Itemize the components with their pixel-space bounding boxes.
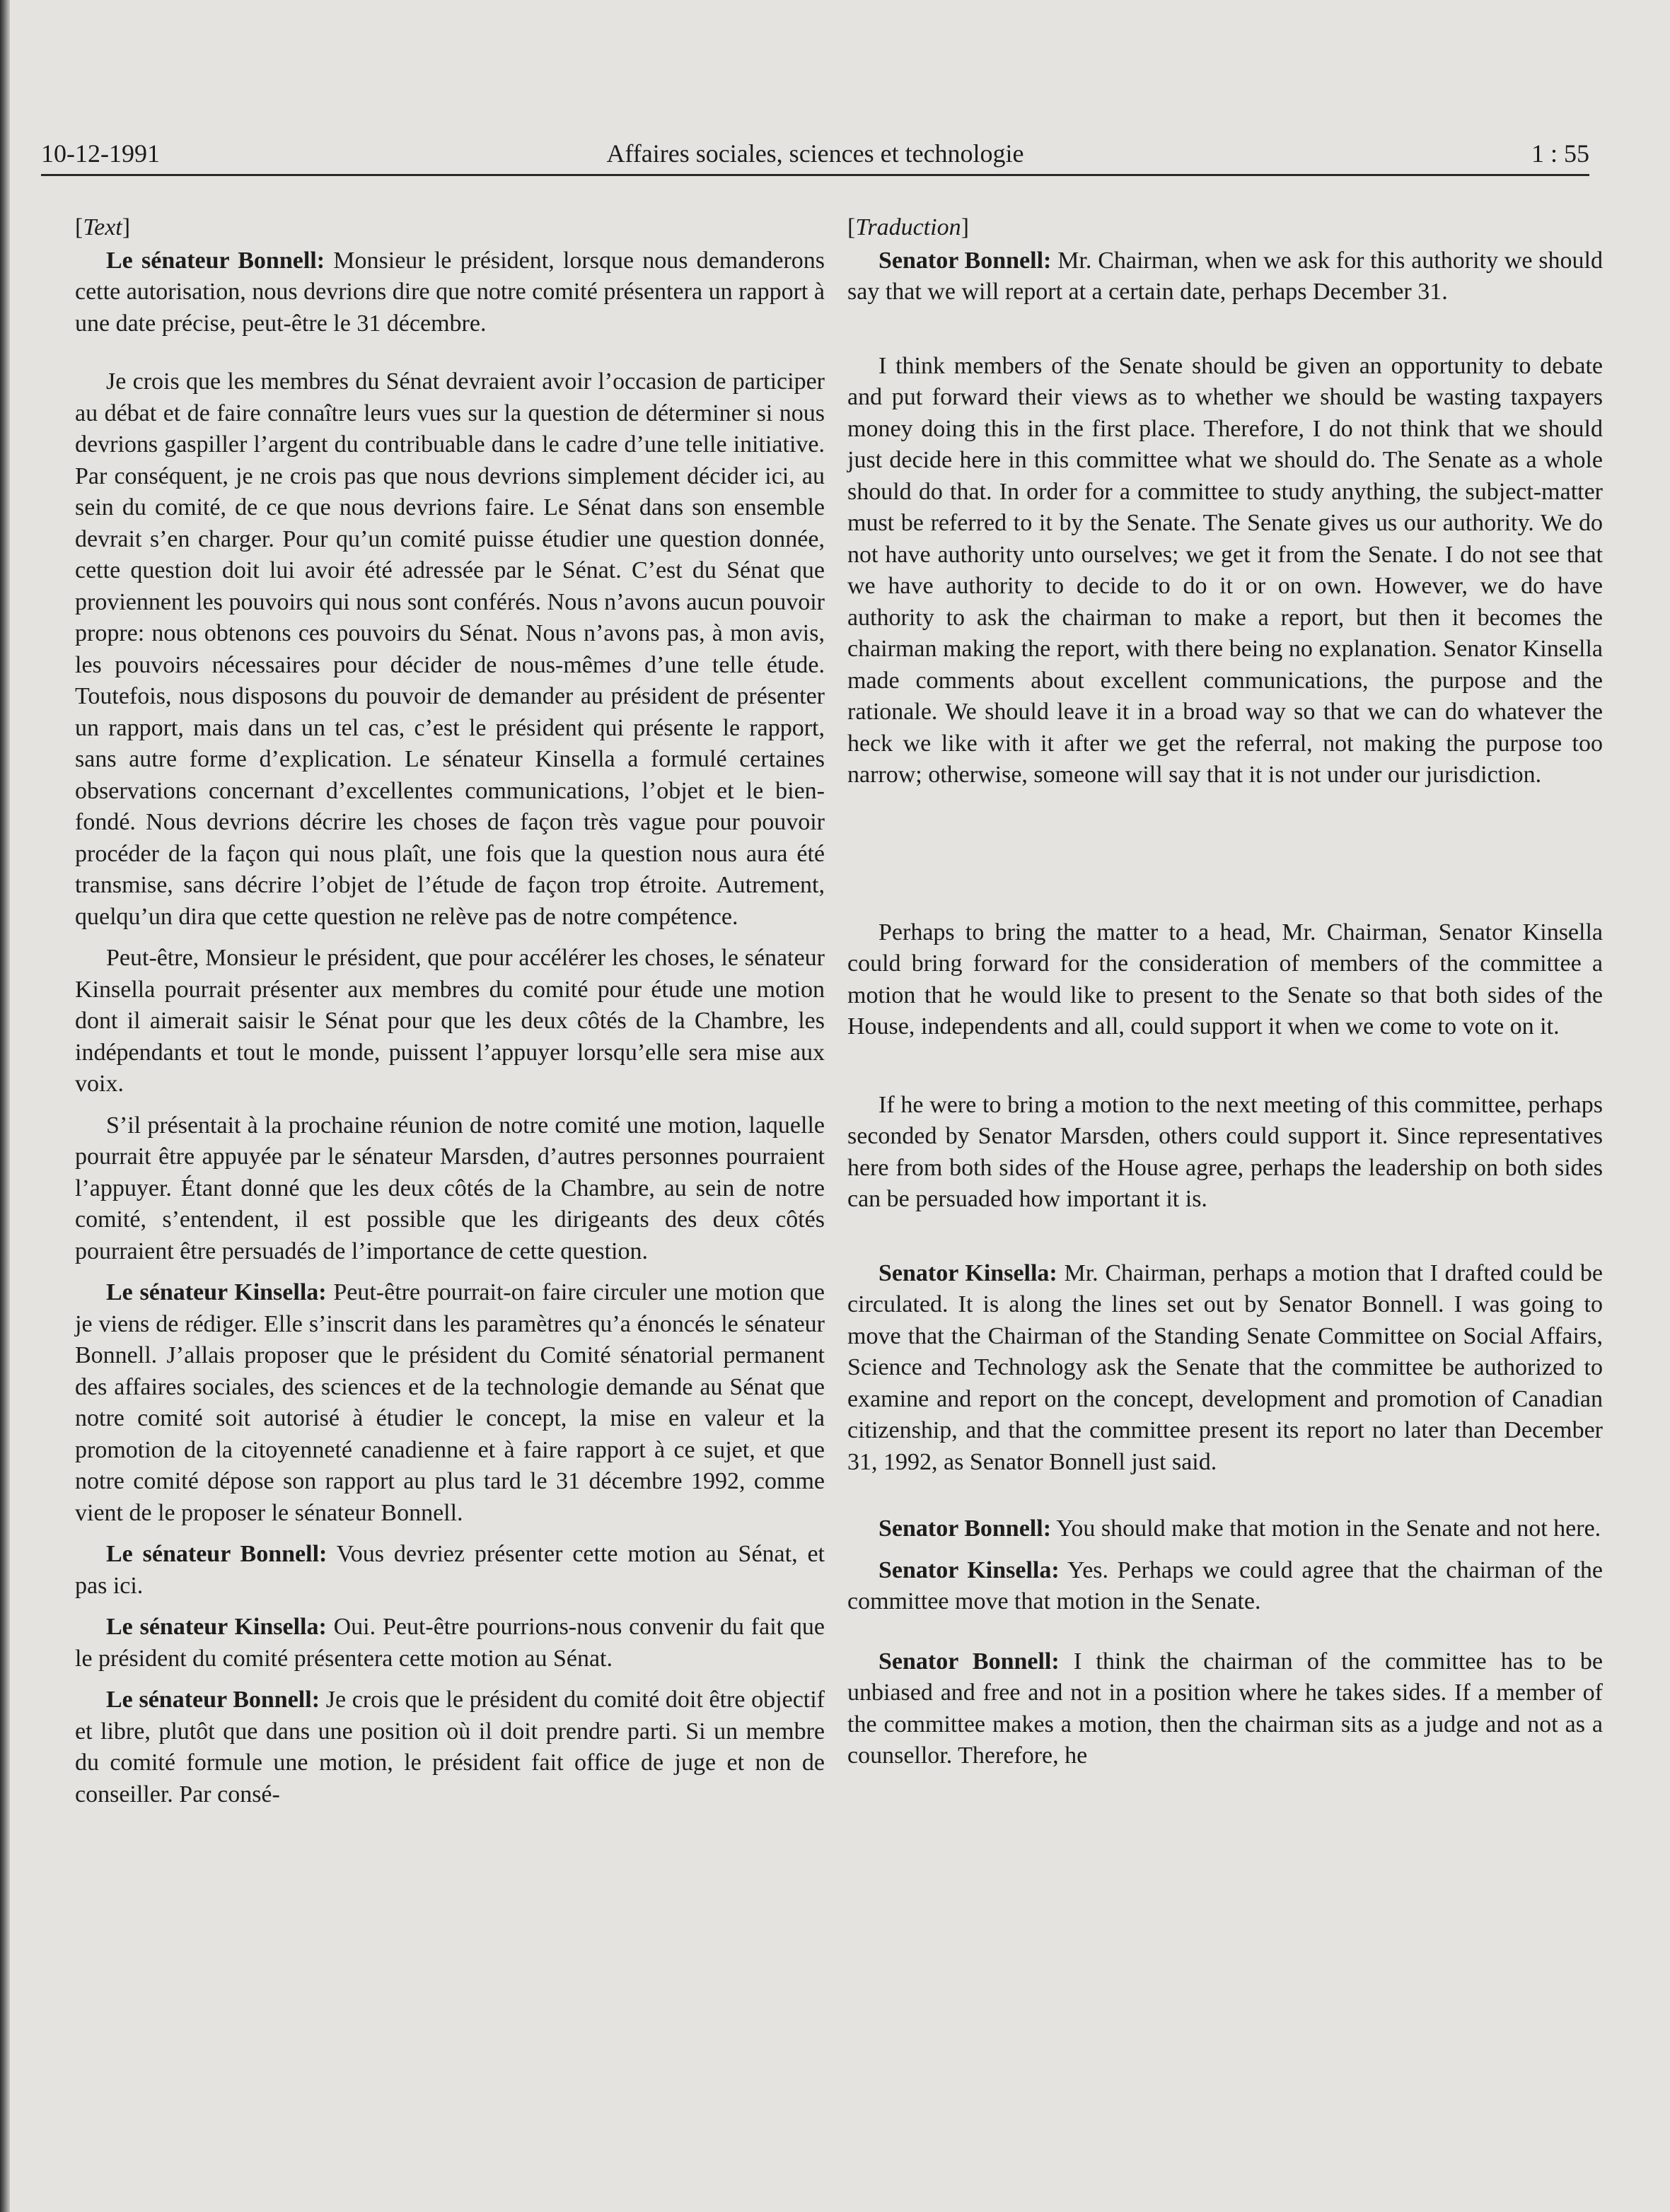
paragraph-text: If he were to bring a motion to the next meeting of this committee, perhaps seconded by Senator Marsden, others could support it. Since representatives here from both sides of the House agree, perhaps the leadership on both sides can be persuaded how important it is. bbox=[847, 1091, 1603, 1212]
speaker-name: Senator Kinsella: bbox=[879, 1259, 1057, 1286]
language-tag: [Traduction] bbox=[847, 214, 969, 240]
header-page-number: 1 : 55 bbox=[1531, 139, 1589, 168]
paragraph-text: Mr. Chairman, when we ask for this authority we should say that we will report at a certain date, perhaps December 31. bbox=[847, 247, 1603, 305]
paragraph bbox=[847, 351, 1603, 791]
paragraph bbox=[75, 1612, 825, 1675]
paragraph-text: S’il présentait à la prochaine réunion de notre comité une motion, laquelle pourrait être appuyée par le sénateur Marsden, d’autres personnes pourraient l’appuyer. Étant donné que les deux côtés de la Chambre, au sein de notre comité, s’entendent, il est possible que les dirigeants des deux côtés pourraient être persuadés de l’importance de cette question. bbox=[75, 1112, 825, 1264]
header-title: Affaires sociales, sciences et technologie bbox=[606, 139, 1024, 168]
paragraph-text: Mr. Chairman, perhaps a motion that I drafted could be circulated. It is along the lines set out by Senator Bonnell. I was going to move that the Chairman of the Standing Senate Committee on Social Affairs, Science and Technology ask the Senate that the committee be authorized to examine and report on the concept, development and promotion of Canadian citizenship, and that the committee present its report no later than December 31, 1992, as Senator Bonnell just said. bbox=[847, 1259, 1604, 1475]
paragraph-text: You should make that motion in the Senate and not here. bbox=[1051, 1515, 1601, 1542]
header-date: 10-12-1991 bbox=[41, 139, 160, 168]
paragraph bbox=[75, 1684, 825, 1810]
paragraph bbox=[75, 366, 825, 933]
speaker-name: Le sénateur Kinsella: bbox=[106, 1614, 327, 1640]
paragraph-text: I think the chairman of the committee has to be unbiased and free and not in a position where he takes sides. If a member of the committee makes a motion, then the chairman sits as a judge and not as a counsellor. Therefore, he bbox=[847, 1648, 1603, 1769]
left-column-french bbox=[75, 212, 825, 1820]
paragraph-text: Peut-être, Monsieur le président, que pour accélérer les choses, le sénateur Kinsella pourrait présenter aux membres du comité pour étude une motion dont il aimerait saisir le Sénat pour que les deux côtés de la Chambre, les indépendants et tout le monde, puissent l’appuyer lorsqu’elle sera mise aux voix. bbox=[75, 945, 825, 1097]
paragraph bbox=[847, 917, 1603, 1043]
speaker-name: Le sénateur Bonnell: bbox=[106, 1687, 320, 1713]
speaker-name: Senator Bonnell: bbox=[879, 1648, 1060, 1675]
right-column-english bbox=[847, 212, 1603, 1782]
paragraph bbox=[847, 1258, 1603, 1479]
speaker-name: Le sénateur Kinsella: bbox=[106, 1279, 327, 1305]
paragraph-text: Vous devriez présenter cette motion au Sénat, et pas ici. bbox=[75, 1541, 825, 1599]
paragraph-text: Monsieur le président, lorsque nous demanderons cette autorisation, nous devrions dire que notre comité présentera un rapport à une date précise, peut-être le 31 décembre. bbox=[75, 247, 825, 337]
paragraph bbox=[75, 1110, 825, 1268]
paragraph-text: Je crois que les membres du Sénat devraient avoir l’occasion de participer au débat et de faire connaître leurs vues sur la question de déterminer si nous devrions gaspiller l’argent du contribuable dans le cadre d’une telle initiative. Par conséquent, je ne crois pas que nous devrions simplement décider ici, au sein du comité, de ce que nous devrions faire. Le Sénat dans son ensemble devrait s’en charger. Pour qu’un comité puisse étudier une question donnée, cette question doit lui avoir été adressée par le Sénat. C’est du Sénat que proviennent les pouvoirs qui nous sont conférés. Nous n’avons aucun pouvoir propre: nous obtenons ces pouvoirs du Sénat. Nous n’avons pas, à mon avis, les pouvoirs nécessaires pour décider de nous-mêmes d’une telle étude. Toutefois, nous disposons du pouvoir de demander au président de présenter un rapport, mais dans un tel cas, c’est le président qui présente le rapport, sans autre forme d’explication. Le sénateur Kinsella a formulé certaines observations concernant d’excellentes communications, l’objet et le bien-fondé. Nous devrions décrire les choses de façon très vague pour pouvoir procéder de la façon qui nous plaît, une fois que la question nous aura été transmise, sans décrire l’objet de l’étude de façon trop étroite. Autrement, quelqu’un dira que cette question ne relève pas de notre compétence. bbox=[75, 368, 825, 930]
speaker-name: Le sénateur Bonnell: bbox=[106, 1541, 327, 1567]
speaker-name: Senator Bonnell: bbox=[879, 247, 1052, 274]
page-binding-edge bbox=[0, 0, 10, 2212]
paragraph bbox=[847, 1513, 1603, 1545]
paragraph bbox=[75, 943, 825, 1100]
paragraph bbox=[75, 245, 825, 340]
paragraph bbox=[75, 1277, 825, 1529]
page-header bbox=[41, 132, 1589, 176]
paragraph bbox=[847, 1646, 1603, 1772]
paragraph bbox=[847, 1555, 1603, 1618]
paragraph-text: Peut-être pourrait-on faire circuler une motion que je viens de rédiger. Elle s’inscrit dans les paramètres qu’a énoncés le sénateur Bonnell. J’allais proposer que le président du Comité sénatorial permanent des affaires sociales, des sciences et de la technologie demande au Sénat que notre comité soit autorisé à étudier le concept, la mise en valeur et la promotion de la citoyenneté canadienne et à faire rapport à ce sujet, et que notre comité dépose son rapport au plus tard le 31 décembre 1992, comme vient de le proposer le sénateur Bonnell. bbox=[75, 1279, 825, 1526]
paragraph-text: Perhaps to bring the matter to a head, Mr. Chairman, Senator Kinsella could bring forward for the consideration of members of the committee a motion that he would like to present to the Senate so that both sides of the House, independents and all, could support it when we come to vote on it. bbox=[847, 919, 1603, 1040]
speaker-name: Senator Kinsella: bbox=[879, 1556, 1060, 1583]
paragraph bbox=[847, 1090, 1603, 1216]
paragraph bbox=[847, 245, 1603, 308]
paragraph-text: Yes. Perhaps we could agree that the chairman of the committee move that motion in the Senate. bbox=[847, 1556, 1604, 1614]
language-tag: [Text] bbox=[75, 214, 131, 240]
speaker-name: Le sénateur Bonnell: bbox=[106, 247, 325, 274]
paragraph bbox=[75, 1539, 825, 1602]
speaker-name: Senator Bonnell: bbox=[879, 1515, 1052, 1542]
paragraph-text: Oui. Peut-être pourrions-nous convenir du fait que le président du comité présentera cette motion au Sénat. bbox=[75, 1614, 825, 1672]
paragraph-text: I think members of the Senate should be given an opportunity to debate and put forward their views as to whether we should be wasting taxpayers money doing this in the first place. Therefore, I do not think that we should just decide here in this committee what we should do. The Senate as a whole should do that. In order for a committee to study anything, the subject-matter must be referred to it by the Senate. The Senate gives us our authority. We do not have authority unto ourselves; we get it from the Senate. I do not see that we have authority to decide to do it or on own. However, we do have authority to ask the chairman to make a report, but then it becomes the chairman making the report, with there being no explanation. Senator Kinsella made comments about excellent communications, the purpose and the rationale. We should leave it in a broad way so that we can do whatever the heck we like with it after we get the referral, not making the purpose too narrow; otherwise, someone will say that it is not under our jurisdiction. bbox=[847, 352, 1603, 788]
paragraph-text: Je crois que le président du comité doit être objectif et libre, plutôt que dans une position où il doit prendre parti. Si un membre du comité formule une motion, le président fait office de juge et non de conseiller. Par consé- bbox=[75, 1687, 825, 1808]
